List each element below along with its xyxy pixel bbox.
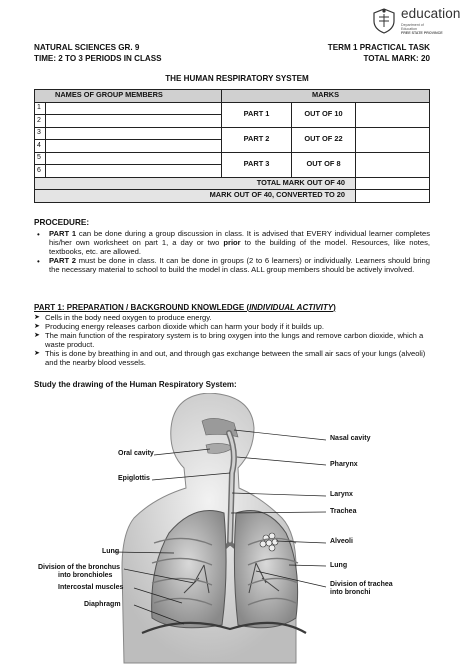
part1-label: PART 1 (49, 229, 77, 238)
facts-list (34, 314, 430, 368)
part-label: PART 3 (222, 152, 292, 177)
part1-text-a: can be done during a group discussion in class. It is advised that EVERY individual learner completes his/her own worksheet on part 1, a day or two (49, 229, 430, 247)
pharynx-label: Pharynx (330, 461, 358, 468)
part1-prior: prior (223, 237, 241, 247)
row-number: 2 (35, 115, 46, 128)
intercostal-muscles-label: Intercostal muscles (58, 584, 124, 591)
logo-sub-2: Education (401, 27, 417, 31)
converted-label: MARK OUT OF 40, CONVERTED TO 20 (35, 190, 356, 203)
division-bronchus-label: Division of the bronchus (38, 564, 121, 571)
alveoli-label: Alveoli (330, 538, 353, 545)
row-number: 4 (35, 140, 46, 153)
diaphragm-label: Diaphragm (84, 601, 121, 608)
larynx-label: Larynx (330, 491, 353, 498)
part-label: PART 1 (222, 102, 292, 127)
table-row (35, 102, 430, 115)
list-item: ➤ The main function of the respiratory system is to bring oxygen into the lungs and remove carbon dioxide, which a waste product. (34, 330, 424, 349)
member-name-cell[interactable] (46, 140, 222, 153)
arrow-bullet-icon: ➤ (34, 322, 40, 330)
arrow-bullet-icon: ➤ (34, 331, 40, 339)
part1-text-b: to the building of the model. Resources, like notes, textbooks, etc. are allowed. (49, 237, 430, 256)
part-out-of: OUT OF 22 (292, 127, 356, 152)
part1-heading: PART 1: PREPARATION / BACKGROUND KNOWLEDGE (INDIVIDUAL ACTIVITY) (34, 303, 336, 312)
arrow-bullet-icon: ➤ (34, 349, 40, 357)
part-out-of: OUT OF 8 (292, 152, 356, 177)
row-number: 6 (35, 165, 46, 178)
subject-heading: NATURAL SCIENCES GR. 9 (34, 43, 140, 52)
part2-label: PART 2 (49, 255, 77, 265)
total-mark-cell[interactable] (356, 177, 430, 190)
division-trachea-label: Division of trachea (330, 581, 393, 588)
list-item: ➤ This is done by breathing in and out, and through gas exchange between the small air sacs of your lungs (alveoli) and the nearby blood vessels. (34, 348, 426, 367)
converted-mark-cell[interactable] (356, 190, 430, 203)
member-name-cell[interactable] (46, 115, 222, 128)
epiglottis-label: Epiglottis (118, 475, 150, 482)
lung-left-label: Lung (102, 548, 120, 555)
converted-row (35, 190, 430, 203)
marks-header: MARKS (222, 90, 430, 103)
list-item (34, 257, 430, 275)
part-mark-cell[interactable] (356, 127, 430, 152)
education-logo (370, 5, 470, 35)
row-number: 1 (35, 102, 46, 115)
study-instruction: Study the drawing of the Human Respiratory System: (34, 380, 237, 389)
member-name-cell[interactable] (46, 165, 222, 178)
total-mark-heading: TOTAL MARK: 20 (363, 54, 430, 63)
lung-right-label: Lung (330, 562, 348, 569)
total-row (35, 177, 430, 190)
logo-word: education (401, 6, 461, 21)
part-label: PART 2 (222, 127, 292, 152)
member-name-cell[interactable] (46, 152, 222, 165)
part-mark-cell[interactable] (356, 152, 430, 177)
procedure-heading: PROCEDURE: (34, 218, 90, 227)
respiratory-system-illustration (34, 393, 434, 665)
part-mark-cell[interactable] (356, 102, 430, 127)
part-out-of: OUT OF 10 (292, 102, 356, 127)
coat-of-arms-icon (370, 7, 398, 35)
table-header-row (35, 90, 430, 103)
row-number: 3 (35, 127, 46, 140)
table-row (35, 152, 430, 165)
members-header: NAMES OF GROUP MEMBERS (35, 90, 222, 103)
marks-table (34, 89, 430, 203)
oral-cavity-label: Oral cavity (118, 450, 154, 457)
table-row (35, 127, 430, 140)
part2-text: must be done in class. It can be done in groups (2 to 6 learners) or individually. Learners should bring the necessary material to school to build the model in class. ALL group members should be actively involved. (49, 255, 430, 274)
time-heading: TIME: 2 TO 3 PERIODS IN CLASS (34, 54, 162, 63)
total-label: TOTAL MARK OUT OF 40 (35, 177, 356, 190)
procedure-list (34, 230, 430, 275)
nasal-cavity-label: Nasal cavity (330, 435, 371, 442)
arrow-bullet-icon: ➤ (34, 314, 40, 321)
division-bronchus-label-2: into bronchioles (58, 572, 113, 579)
logo-sub-3: FREE STATE PROVINCE (401, 31, 443, 35)
trachea-label: Trachea (330, 508, 357, 515)
page-title: THE HUMAN RESPIRATORY SYSTEM (165, 74, 309, 83)
list-item: ➤ Producing energy releases carbon dioxide which can harm your body if it builds up. (34, 321, 325, 331)
member-name-cell[interactable] (46, 127, 222, 140)
list-item: ➤ Cells in the body need oxygen to produce energy. (34, 313, 212, 322)
row-number: 5 (35, 152, 46, 165)
member-name-cell[interactable] (46, 102, 222, 115)
division-trachea-label-2: into bronchi (330, 589, 371, 596)
logo-sub-1: Department of (401, 23, 424, 27)
list-item (34, 230, 430, 257)
respiratory-diagram (34, 393, 434, 665)
task-heading: TERM 1 PRACTICAL TASK (327, 43, 430, 52)
